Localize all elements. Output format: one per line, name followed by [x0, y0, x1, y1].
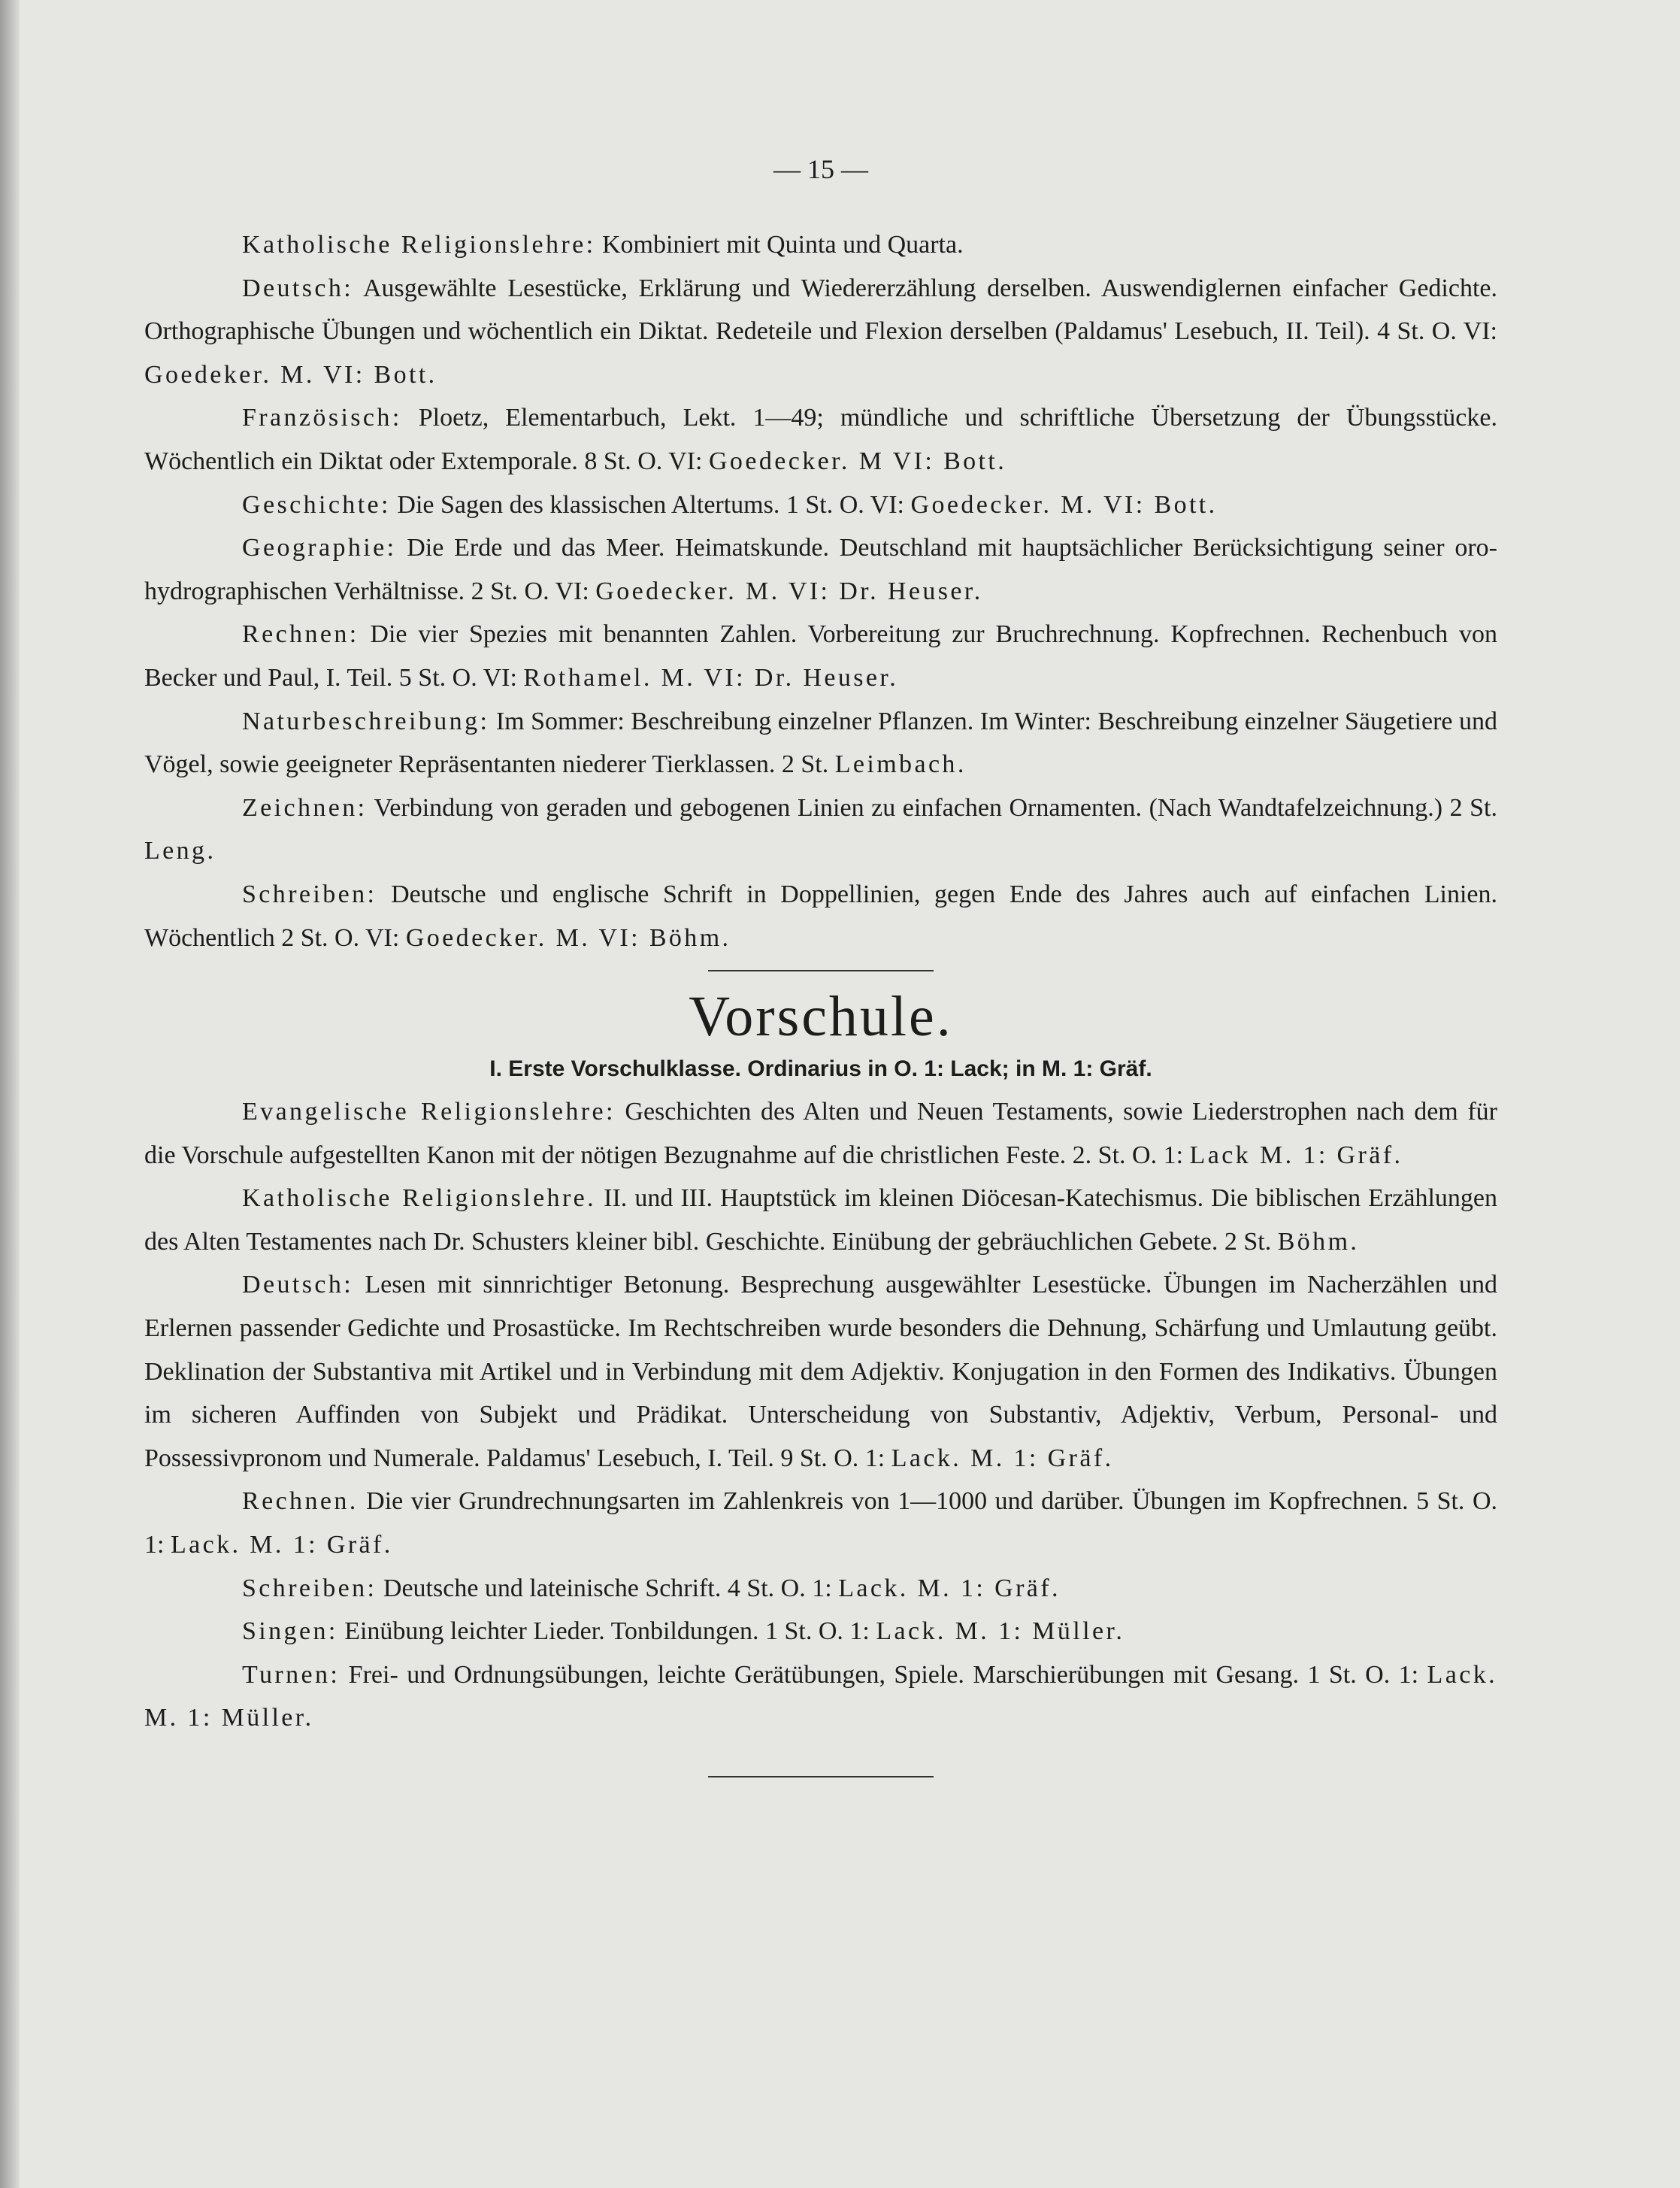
section-text: Verbindung von geraden und gebogenen Linien zu einfachen Ornamenten. (Nach Wandtafelzeichnung.) 2 St.: [367, 793, 1497, 822]
teacher-names: Lack M. 1: Gräf.: [1189, 1141, 1403, 1169]
teacher-names: Goedecker. M. VI: Böhm.: [405, 923, 731, 952]
section-deutsch-vorschule: [144, 1263, 1497, 1480]
section-schreiben: [144, 873, 1497, 959]
subject-label: Rechnen:: [242, 620, 359, 649]
subject-label: Naturbeschreibung:: [242, 707, 490, 735]
class-heading: I. Erste Vorschulklasse. Ordinarius in O. 1: Lack; in M. 1: Gräf.: [489, 1056, 1152, 1082]
teacher-names: Lack. M. 1: Gräf.: [891, 1444, 1114, 1472]
teacher-names: Leng.: [144, 837, 216, 865]
subject-label: Französisch:: [242, 404, 402, 432]
section-text: Lesen mit sinnrichtiger Betonung. Besprechung ausgewählter Lesestücke. Übungen im Nacherzählen und Erlernen passender Gedichte und Prosastücke. Im Rechtschreiben wurde besonders die Dehnung, Schärfung und Umlautung geübt. Deklination der Substantiva mit Artikel und in Verbindung mit dem Adjektiv. Konjugation in den Formen des Indikativs. Übungen im sicheren Auffinden von Subjekt und Prädikat. Unterscheidung von Substantiv, Adjektiv, Verbum, Personal- und Possessivpronom und Numerale. Paldamus' Lesebuch, I. Teil. 9 St. O. 1:: [144, 1271, 1497, 1472]
subject-label: Schreiben:: [242, 1574, 377, 1602]
teacher-names: Lack. M. 1: Müller.: [876, 1617, 1125, 1646]
subject-label: Geographie:: [242, 534, 397, 562]
subject-label: Katholische Religionslehre.: [242, 1184, 597, 1213]
section-divider: [708, 970, 934, 971]
section-text: Die vier Spezies mit benannten Zahlen. Vorbereitung zur Bruchrechnung. Kopfrechnen. Rechenbuch von Becker und Paul, I. Teil. 5 St. O. VI:: [144, 620, 1497, 692]
section-singen: [144, 1610, 1497, 1653]
section-evangelische-religionslehre: [144, 1090, 1497, 1177]
subject-label: Rechnen.: [242, 1487, 359, 1516]
page-content: [144, 154, 1497, 1777]
teacher-names: Goedecker. M VI: Bott.: [708, 447, 1007, 475]
subject-label: Deutsch:: [242, 274, 354, 302]
subject-label: Schreiben:: [242, 880, 377, 908]
section-text: Ausgewählte Lesestücke, Erklärung und Wiedererzählung derselben. Auswendiglernen einfacher Gedichte. Orthographische Übungen und wöchentlich ein Diktat. Redeteile und Flexion derselben (Paldamus' Lesebuch, II. Teil). 4 St. O. VI:: [144, 274, 1497, 346]
teacher-names: Goedecker. M. VI: Dr. Heuser.: [595, 577, 983, 605]
section-deutsch: [144, 267, 1497, 397]
teacher-names: Böhm.: [1277, 1227, 1360, 1256]
teacher-names: Leimbach.: [834, 750, 967, 779]
section-franzoesisch: [144, 396, 1497, 483]
subject-label: Zeichnen:: [242, 793, 368, 822]
subject-label: Deutsch:: [242, 1271, 354, 1299]
section-geschichte: [144, 483, 1497, 527]
section-text: Deutsche und englische Schrift in Doppellinien, gegen Ende des Jahres auch auf einfachen Linien. Wöchentlich 2 St. O. VI:: [144, 880, 1497, 952]
page-edge-shadow: [0, 0, 20, 2188]
section-katholische-religionslehre-vorschule: [144, 1177, 1497, 1263]
section-text: Ploetz, Elementarbuch, Lekt. 1—49; mündliche und schriftliche Übersetzung der Übungsstücke. Wöchentlich ein Diktat oder Extemporale. 8 St. O. VI:: [144, 404, 1497, 475]
subject-label: Turnen:: [242, 1660, 341, 1689]
section-rechnen: [144, 613, 1497, 699]
section-text: Einübung leichter Lieder. Tonbildungen. 1 St. O. 1:: [338, 1617, 876, 1646]
subject-label: Evangelische Religionslehre:: [242, 1098, 616, 1126]
subject-label: Geschichte:: [242, 490, 391, 519]
section-text: Im Sommer: Beschreibung einzelner Pflanzen. Im Winter: Beschreibung einzelner Säugetiere und Vögel, sowie geeigneter Repräsentanten niederer Tierklassen. 2 St.: [144, 707, 1497, 779]
section-text: II. und III. Hauptstück im kleinen Diöcesan-Katechismus. Die biblischen Erzählungen des Alten Testamentes nach Dr. Schusters kleiner bibl. Geschichte. Einübung der gebräuchlichen Gebete. 2 St.: [144, 1184, 1497, 1256]
section-text: Frei- und Ordnungsübungen, leichte Gerätübungen, Spiele. Marschierübungen mit Gesang. 1 St. O. 1:: [340, 1660, 1427, 1689]
curriculum-upper: [144, 223, 1497, 959]
section-text: Geschichten des Alten und Neuen Testaments, sowie Liederstrophen nach dem für die Vorschule aufgestellten Kanon mit der nötigen Bezugnahme auf die christlichen Feste. 2. St. O. 1:: [144, 1098, 1497, 1169]
teacher-names: Goedecker. M. VI: Bott.: [910, 490, 1218, 519]
teacher-names: Lack. M. 1: Gräf.: [838, 1574, 1061, 1602]
section-naturbeschreibung: [144, 700, 1497, 786]
teacher-names: Lack. M. 1: Gräf.: [170, 1531, 393, 1559]
vorschule-heading: Vorschule.: [689, 985, 953, 1049]
teacher-names: Goedeker. M. VI: Bott.: [144, 360, 437, 389]
end-divider: [708, 1776, 934, 1777]
section-rechnen-vorschule: [144, 1480, 1497, 1566]
teacher-names: Lack. M. 1: Müller.: [144, 1660, 1497, 1732]
section-turnen: [144, 1653, 1497, 1740]
section-text: Die Sagen des klassischen Altertums. 1 St. O. VI:: [390, 490, 911, 519]
section-katholische-religionslehre: [144, 223, 1497, 267]
page-number: — 15 —: [773, 154, 868, 184]
subject-label: Singen:: [242, 1617, 338, 1646]
subject-label: Katholische Religionslehre:: [242, 231, 596, 259]
section-zeichnen: [144, 786, 1497, 873]
section-text: Deutsche und lateinische Schrift. 4 St. O. 1:: [377, 1574, 839, 1602]
section-geographie: [144, 526, 1497, 613]
teacher-names: Rothamel. M. VI: Dr. Heuser.: [523, 663, 899, 692]
section-text: Die Erde und das Meer. Heimatskunde. Deutschland mit hauptsächlicher Berücksichtigung seiner oro-hydrographischen Verhältnisse. 2 St. O. VI:: [144, 534, 1497, 605]
section-schreiben-vorschule: [144, 1567, 1497, 1611]
section-text: Die vier Grundrechnungsarten im Zahlenkreis von 1—1000 und darüber. Übungen im Kopfrechnen. 5 St. O. 1:: [144, 1487, 1497, 1559]
section-text: Kombiniert mit Quinta und Quarta.: [595, 231, 964, 259]
curriculum-lower: [144, 1090, 1497, 1740]
